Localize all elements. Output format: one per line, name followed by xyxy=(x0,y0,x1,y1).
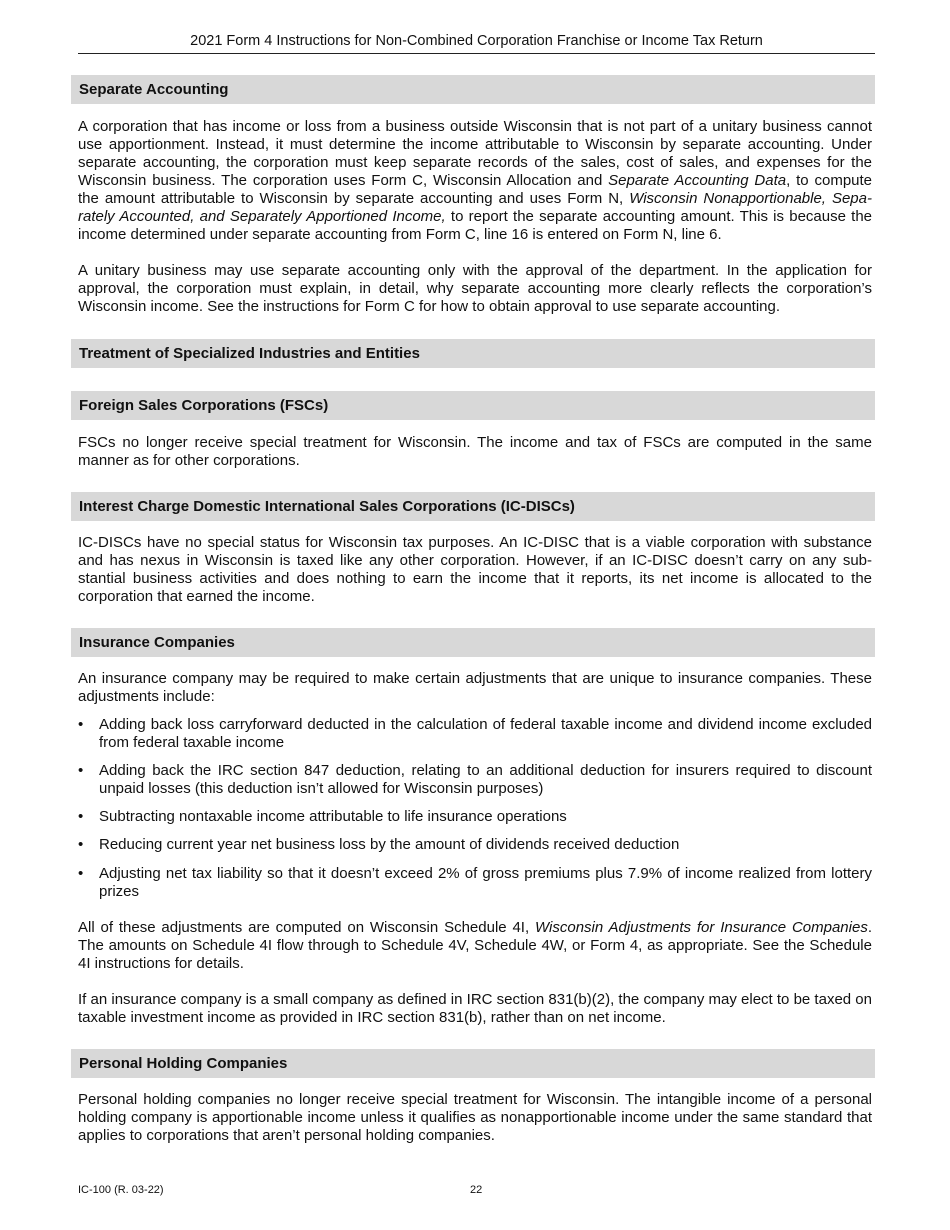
footer-form-id: IC-100 (R. 03-22) xyxy=(78,1184,164,1196)
section-heading-insurance: Insurance Companies xyxy=(71,628,875,657)
section-heading-fsc: Foreign Sales Corporations (FSCs) xyxy=(71,391,875,420)
bullet-icon: • xyxy=(78,716,84,733)
ic-disc-paragraph: IC-DISCs have no special status for Wisconsin tax purposes. An IC-DISC that is a viable corporation with substance and has nexus in Wisconsin is taxed like any other corporation. However, if an IC-DISC doesn’t carry on any sub-stantial business activities and does nothing to earn the income that it reports, its net income is allocated to the corporation that earned the income. xyxy=(78,534,872,605)
fsc-paragraph: FSCs no longer receive special treatment for Wisconsin. The income and tax of FSCs are computed in the same manner as for other corporations. xyxy=(78,434,872,469)
insurance-paragraph-1: An insurance company may be required to make certain adjustments that are unique to insurance companies. These adjustments include: xyxy=(78,670,872,705)
list-item: • Adding back the IRC section 847 deduction, relating to an additional deduction for insurers required to discount unpaid losses (this deduction isn’t allowed for Wisconsin purposes) xyxy=(78,762,872,797)
list-item: • Adding back loss carryforward deducted in the calculation of federal taxable income and dividend income excluded from federal taxable income xyxy=(78,716,872,751)
section-heading-separate-accounting: Separate Accounting xyxy=(71,75,875,104)
bullet-icon: • xyxy=(78,836,84,853)
personal-holding-paragraph: Personal holding companies no longer receive special treatment for Wisconsin. The intangible income of a personal holding company is apportionable income unless it qualifies as nonapportionable income under the same standard that applies to corporations that aren’t personal holding companies. xyxy=(78,1091,872,1144)
bullet-icon: • xyxy=(78,808,84,825)
section-heading-specialized-industries: Treatment of Specialized Industries and Entities xyxy=(71,339,875,368)
bullet-icon: • xyxy=(78,762,84,779)
bullet-icon: • xyxy=(78,865,84,882)
list-item: • Adjusting net tax liability so that it doesn’t exceed 2% of gross premiums plus 7.9% of income realized from lottery prizes xyxy=(78,865,872,900)
footer-page-number: 22 xyxy=(470,1184,483,1196)
list-item: • Subtracting nontaxable income attributable to life insurance operations xyxy=(78,808,567,825)
separate-accounting-paragraph-1: A corporation that has income or loss from a business outside Wisconsin that is not part of a unitary business cannot use apportionment. Instead, it must determine the income attributable to Wisconsin by separate accounting. Under separate accounting, the corporation must keep separate records of the sales, cost of sales, and expenses for the Wisconsin business. The corporation uses Form C, Wisconsin Allocation and Separate Accounting Data, to compute the amount attributable to Wisconsin by separate accounting and uses Form N, Wisconsin Nonapportionable, Sepa-rately Accounted, and Separately Apportioned Income, to report the separate accounting amount. This is because the income determined under separate accounting from Form C, line 16 is entered on Form N, line 6. xyxy=(78,118,873,243)
list-item: • Reducing current year net business loss by the amount of dividends received deduction xyxy=(78,836,680,853)
section-heading-ic-disc: Interest Charge Domestic International Sales Corporations (IC-DISCs) xyxy=(71,492,875,521)
page-header-title: 2021 Form 4 Instructions for Non-Combined Corporation Franchise or Income Tax Return xyxy=(190,33,763,49)
header-divider xyxy=(78,53,875,54)
separate-accounting-paragraph-2: A unitary business may use separate accounting only with the approval of the department. In the application for approval, the corporation must explain, in detail, why separate accounting more clearly reflects the corporation’s Wisconsin income. See the instructions for Form C for how to obtain approval to use separate accounting. xyxy=(78,262,872,315)
insurance-paragraph-2: All of these adjustments are computed on Wisconsin Schedule 4I, Wisconsin Adjustments for Insurance Companies. The amounts on Schedule 4I flow through to Schedule 4V, Schedule 4W, or Form 4, as appropriate. See the Schedule 4I instructions for details. xyxy=(78,919,872,972)
insurance-paragraph-3: If an insurance company is a small company as defined in IRC section 831(b)(2), the company may elect to be taxed on taxable investment income as provided in IRC section 831(b), rather than on net income. xyxy=(78,991,872,1026)
section-heading-personal-holding: Personal Holding Companies xyxy=(71,1049,875,1078)
